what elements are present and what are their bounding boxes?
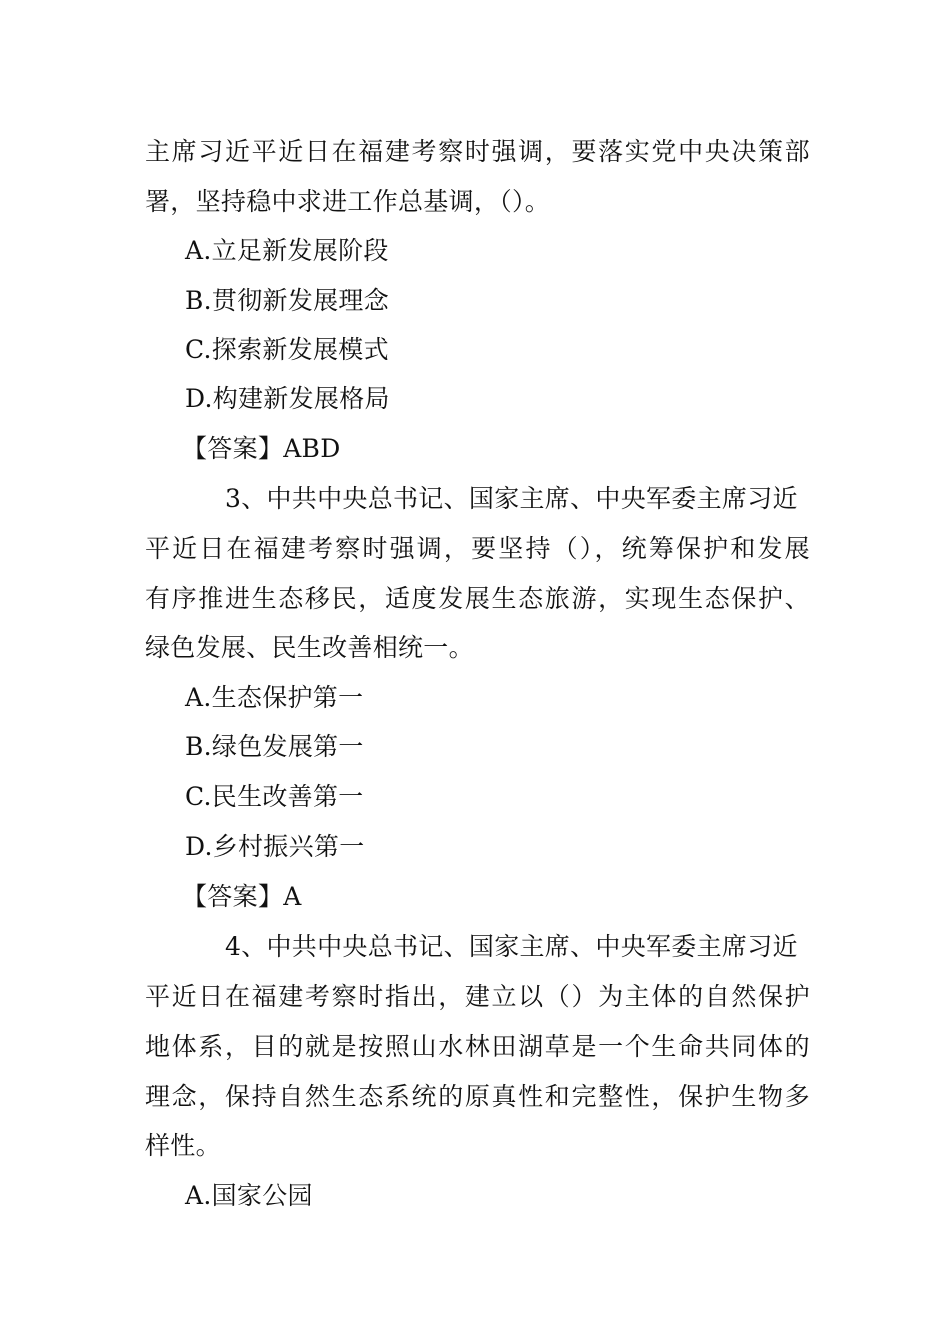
q2-option-c: C.探索新发展模式 (185, 335, 389, 364)
q2-option-b: B.贯彻新发展理念 (185, 286, 390, 315)
q3-stem-line-1: 3、中共中央总书记、国家主席、中央军委主席习近 (225, 484, 798, 513)
q4-stem-line-2: 平近日在福建考察时指出，建立以（）为主体的自然保护 (145, 982, 810, 1011)
q2-stem-line-2: 署，坚持稳中求进工作总基调，（）。 (145, 187, 551, 216)
q4-stem-line-4: 理念，保持自然生态系统的原真性和完整性，保护生物多 (145, 1082, 810, 1111)
q3-stem-line-4: 绿色发展、民生改善相统一。 (145, 633, 474, 662)
q4-stem-line-1: 4、中共中央总书记、国家主席、中央军委主席习近 (225, 932, 798, 961)
q3-option-c: C.民生改善第一 (185, 782, 364, 811)
q2-option-d: D.构建新发展格局 (185, 384, 390, 413)
q2-option-a: A.立足新发展阶段 (185, 236, 389, 265)
q3-stem-line-3: 有序推进生态移民，适度发展生态旅游，实现生态保护、 (145, 584, 810, 613)
q4-stem-line-3: 地体系，目的就是按照山水林田湖草是一个生命共同体的 (145, 1032, 810, 1061)
q4-stem-line-5: 样性。 (145, 1131, 221, 1160)
q2-stem-line-1: 主席习近平近日在福建考察时强调，要落实党中央决策部 (145, 137, 810, 166)
q4-option-a: A.国家公园 (185, 1181, 313, 1210)
q3-option-b: B.绿色发展第一 (185, 732, 364, 761)
q3-option-d: D.乡村振兴第一 (185, 832, 365, 861)
q2-answer: 【答案】ABD (182, 434, 341, 463)
q3-answer: 【答案】A (182, 882, 302, 911)
q3-option-a: A.生态保护第一 (185, 683, 364, 712)
q3-stem-line-2: 平近日在福建考察时强调，要坚持（），统筹保护和发展 (145, 534, 810, 563)
